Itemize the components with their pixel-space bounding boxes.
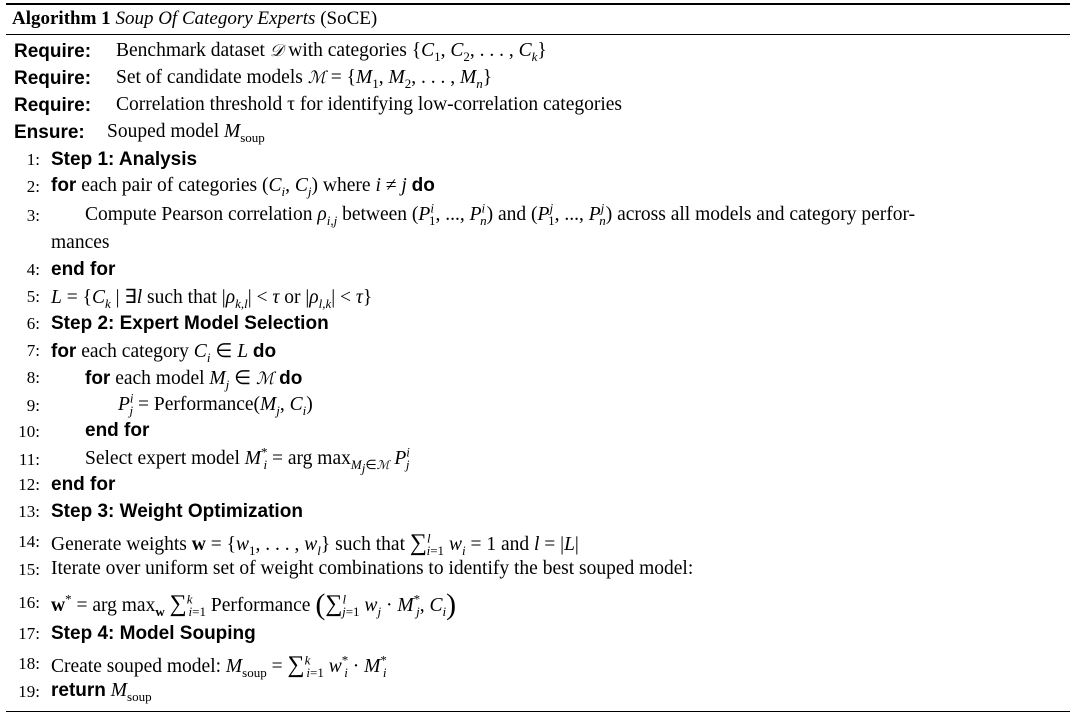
line-number: 4:: [26, 260, 40, 279]
step-heading: Step 2: Expert Model Selection: [51, 313, 329, 334]
return-keyword: return: [51, 680, 106, 701]
title-rule: [6, 34, 1070, 35]
line-number: 6:: [26, 314, 40, 333]
require-keyword: Require:: [14, 95, 92, 116]
require-text: Benchmark dataset 𝒟 with categories {$C_1$, $C_2$, . . . , $C_k$}: [116, 40, 547, 64]
line-number: 1:: [26, 150, 40, 169]
line-text: Generate weights $w = \{w_1$, . . . , $w_l$} such that ∑$^l_{i=1}$ $w_i = 1$ and l = |L|: [51, 530, 579, 558]
step-heading: Step 3: Weight Optimization: [51, 501, 303, 522]
line-number: 9:: [26, 396, 40, 415]
require-keyword: Require:: [14, 41, 92, 62]
algorithm-label: Algorithm 1: [12, 8, 111, 29]
line-number: 15:: [18, 560, 40, 579]
line-text: return $M_{soup}$: [51, 680, 152, 704]
line-text: mances: [51, 232, 110, 253]
line-text: $P^i_j$ = $Performance(M_j$, $C_i$): [118, 390, 313, 418]
require-text: Set of candidate models ℳ = {$M_1$, $M_2$, . . . , $M_n$}: [116, 67, 493, 91]
line-text: Select expert model $M^*_i$ = arg $\max_{M_j\in ℳ} P^i_j$: [85, 444, 410, 476]
line-text: for each pair of categories ($C_i$, $C_j$) where i ≠ j do: [51, 175, 435, 199]
line-number: 10:: [18, 422, 40, 441]
algorithm-abbr: (SoCE): [320, 8, 378, 29]
algorithm-name: Soup Of Category Experts: [115, 8, 316, 29]
line-text: w* = arg $\max_w \sum^k_{i=1}$ Performance (∑$^l_{j=1}$ $w_j \cdot M^*_j$, $C_i$): [51, 588, 457, 621]
top-rule: [6, 3, 1070, 5]
require-text: Correlation threshold τ for identifying low-correlation categories: [116, 94, 623, 115]
line-text: Create souped model: $M_{soup} = \sum^k_{i=1}$ $w^*_i \cdot M^*_i$: [51, 652, 387, 680]
line-number: 17:: [18, 624, 40, 643]
end-for-keyword: end for: [51, 474, 116, 495]
line-number: 8:: [26, 368, 40, 387]
line-number: 2:: [26, 177, 40, 196]
line-number: 12:: [18, 475, 40, 494]
line-number: 5:: [26, 287, 40, 306]
line-number: 7:: [26, 341, 40, 360]
line-text: for each model $M_j$ ∈ ℳ do: [85, 368, 303, 392]
ensure-keyword: Ensure:: [14, 122, 85, 143]
line-number: 11:: [18, 450, 40, 469]
algorithm-title: [12, 6, 377, 32]
step-heading: Step 1: Analysis: [51, 149, 198, 170]
line-text: $L = \{C_k$ | ∃l such that $|\rho_{k,l}| < \tau$ or $|\rho_{l,k}| < \tau$}: [51, 287, 373, 311]
line-number: 19:: [18, 682, 40, 701]
end-for-keyword: end for: [51, 259, 116, 280]
line-number: 14:: [18, 532, 40, 551]
line-number: 13:: [18, 502, 40, 521]
line-text: Iterate over uniform set of weight combinations to identify the best souped model:: [51, 558, 694, 579]
require-keyword: Require:: [14, 68, 92, 89]
line-number: 18:: [18, 654, 40, 673]
end-for-keyword: end for: [85, 420, 150, 441]
line-text: for each category $C_i$ ∈ L do: [51, 341, 277, 365]
bottom-rule: [6, 711, 1070, 712]
line-number: 16:: [18, 593, 40, 612]
line-text: Compute Pearson correlation $\rho_{i,j}$ between ($P^i_1$, ..., $P^i_n$) and ($P^j_1$, ..., $P^j_n$) across all models and category perfor-: [85, 200, 916, 228]
step-heading: Step 4: Model Souping: [51, 623, 256, 644]
line-number: 3:: [26, 206, 40, 225]
ensure-text: Souped model $M_{soup}$: [107, 121, 265, 145]
